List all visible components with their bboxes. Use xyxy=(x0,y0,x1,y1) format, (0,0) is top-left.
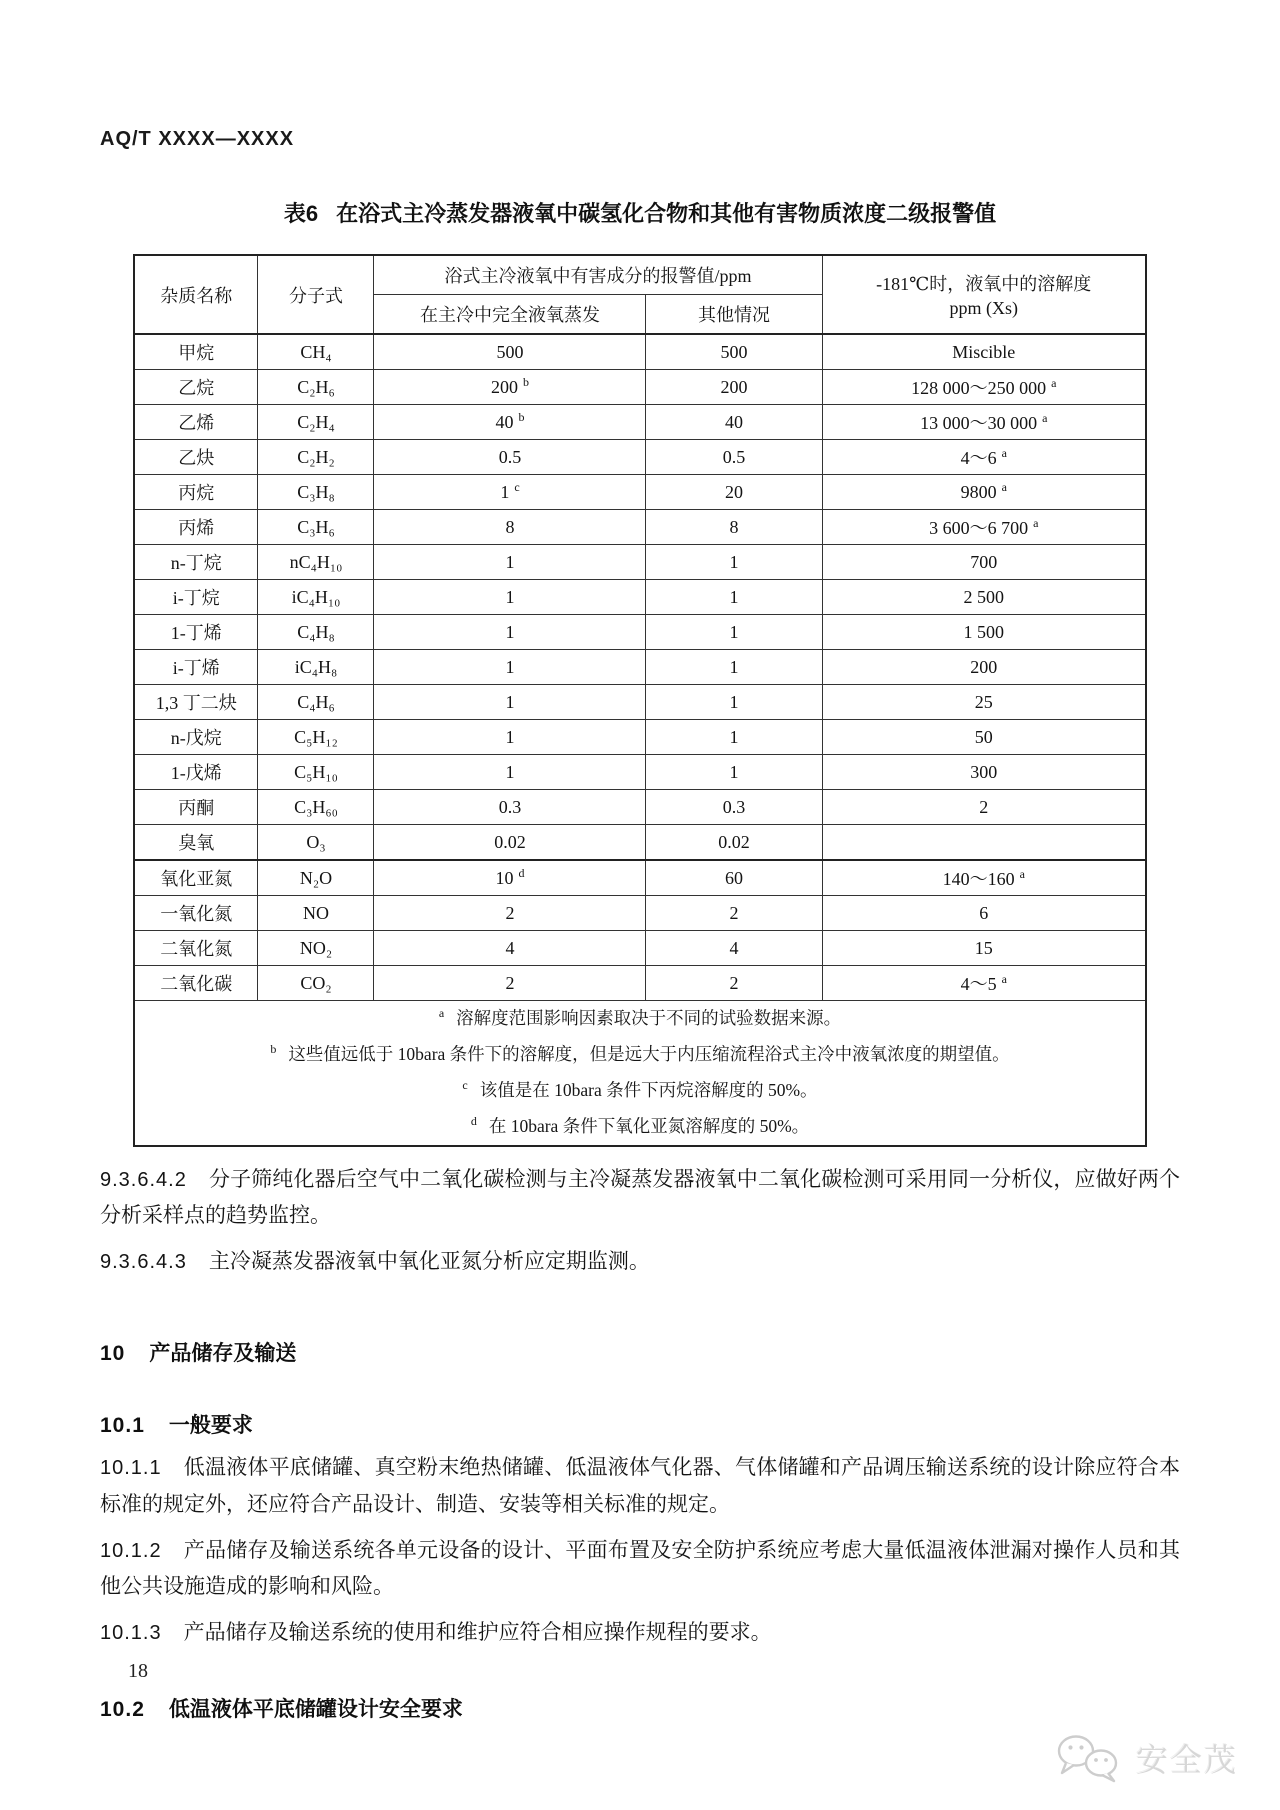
table-row xyxy=(134,510,1146,545)
header-alarm-full-evap: 在主冷中完全液氧蒸发 xyxy=(374,295,646,335)
cell-impurity-name: 乙烯 xyxy=(134,405,258,440)
header-solubility xyxy=(822,255,1146,334)
cell-alarm-full-evap: 1 xyxy=(374,720,646,755)
header-impurity: 杂质名称 xyxy=(134,255,258,334)
cell-solubility: 13 000～30 000 $^a$ xyxy=(822,405,1146,440)
footnote-list xyxy=(139,1001,1141,1145)
cell-alarm-full-evap: 0.3 xyxy=(374,790,646,825)
section-paragraph xyxy=(100,1614,1180,1650)
cell-formula: C₂H₂ xyxy=(258,440,374,475)
cell-impurity-name: 氧化亚氮 xyxy=(134,860,258,896)
cell-alarm-other: 0.5 xyxy=(646,440,822,475)
section-text: 产品储存及输送系统各单元设备的设计、平面布置及安全防护系统应考虑大量低温液体泄漏对操作人员和其他公共设施造成的影响和风险。 xyxy=(100,1537,1180,1599)
table-row xyxy=(134,475,1146,510)
section-text: 产品储存及输送系统的使用和维护应符合相应操作规程的要求。 xyxy=(183,1620,772,1645)
footnote-line: $^a$ 溶解度范围影响因素取决于不同的试验数据来源。 xyxy=(438,1006,842,1028)
cell-alarm-full-evap: 1 $^c$ xyxy=(374,475,646,510)
cell-alarm-full-evap: 1 xyxy=(374,580,646,615)
cell-alarm-full-evap: 1 xyxy=(374,615,646,650)
table-footnotes-cell xyxy=(134,1001,1146,1146)
footnote-line: $^c$ 该值是在 10bara 条件下丙烷溶解度的 50%。 xyxy=(462,1077,818,1100)
table-row xyxy=(134,685,1146,720)
table-row xyxy=(134,334,1146,370)
cell-alarm-other: 2 xyxy=(646,896,822,931)
table-title-text: 在浴式主冷蒸发器液氧中碳氢化合物和其他有害物质浓度二级报警值 xyxy=(336,201,997,226)
cell-alarm-full-evap: 0.5 xyxy=(374,440,646,475)
table-row xyxy=(134,580,1146,615)
cell-solubility: 1 500 xyxy=(822,615,1146,650)
cell-solubility: 4～5 $^a$ xyxy=(822,966,1146,1001)
cell-alarm-other: 500 xyxy=(646,334,822,370)
cell-impurity-name: 丙烯 xyxy=(134,510,258,545)
cell-impurity-name: i-丁烯 xyxy=(134,650,258,685)
section-number: 10.1.2 xyxy=(100,1539,162,1562)
cell-solubility: 6 xyxy=(822,896,1146,931)
header-formula: 分子式 xyxy=(258,255,374,334)
header-solubility-line2: ppm (Xs) xyxy=(949,298,1018,318)
table-row xyxy=(134,790,1146,825)
cell-alarm-full-evap: 8 xyxy=(374,510,646,545)
cell-formula: C₄H₆ xyxy=(258,685,374,720)
cell-alarm-full-evap: 4 xyxy=(374,931,646,966)
cell-solubility: 25 xyxy=(822,685,1146,720)
cell-alarm-other: 2 xyxy=(646,966,822,1001)
section-paragraph xyxy=(100,1161,1180,1234)
cell-alarm-other: 1 xyxy=(646,720,822,755)
cell-alarm-other: 200 xyxy=(646,370,822,405)
cell-formula: C₄H₈ xyxy=(258,615,374,650)
cell-alarm-full-evap: 500 xyxy=(374,334,646,370)
cell-alarm-other: 4 xyxy=(646,931,822,966)
cell-formula: CO₂ xyxy=(258,966,374,1001)
cell-alarm-other: 1 xyxy=(646,755,822,790)
body-sections xyxy=(100,1161,1180,1723)
cell-alarm-full-evap: 0.02 xyxy=(374,825,646,861)
table-row xyxy=(134,440,1146,475)
table-row xyxy=(134,405,1146,440)
section-text: 低温液体平底储罐、真空粉末绝热储罐、低温液体气化器、气体储罐和产品调压输送系统的设计除应符合本标准的规定外，还应符合产品设计、制造、安装等相关标准的规定。 xyxy=(100,1455,1180,1516)
table-header xyxy=(134,255,1146,334)
table-row xyxy=(134,825,1146,861)
cell-formula: C₂H₆ xyxy=(258,370,374,405)
table-row xyxy=(134,896,1146,931)
header-alarm-other: 其他情况 xyxy=(646,295,822,335)
table-label: 表6 xyxy=(283,201,319,226)
cell-impurity-name: 一氧化氮 xyxy=(134,896,258,931)
cell-impurity-name: 1-丁烯 xyxy=(134,615,258,650)
cell-formula: C₅H₁₀ xyxy=(258,755,374,790)
table-row xyxy=(134,966,1146,1001)
cell-solubility xyxy=(822,825,1146,861)
section-paragraph xyxy=(100,1409,1180,1439)
table-row xyxy=(134,860,1146,896)
alarm-values-table xyxy=(133,254,1147,1147)
table-row xyxy=(134,755,1146,790)
table-row xyxy=(134,650,1146,685)
cell-alarm-full-evap: 1 xyxy=(374,685,646,720)
footnote-line: $^d$ 在 10bara 条件下氧化亚氮溶解度的 50%。 xyxy=(470,1113,810,1136)
section-number: 10.1 xyxy=(100,1414,145,1438)
section-number: 10.2 xyxy=(100,1697,145,1721)
cell-solubility: 140～160 $^a$ xyxy=(822,860,1146,896)
cell-alarm-other: 0.02 xyxy=(646,825,822,861)
cell-alarm-other: 1 xyxy=(646,545,822,580)
cell-impurity-name: 二氧化碳 xyxy=(134,966,258,1001)
header-alarm-group: 浴式主冷液氧中有害成分的报警值/ppm xyxy=(374,255,822,295)
cell-formula: NO₂ xyxy=(258,931,374,966)
cell-formula: CH₄ xyxy=(258,334,374,370)
cell-alarm-full-evap: 40 $^b$ xyxy=(374,405,646,440)
section-number: 9.3.6.4.3 xyxy=(100,1251,187,1273)
cell-impurity-name: 乙烷 xyxy=(134,370,258,405)
cell-alarm-other: 0.3 xyxy=(646,790,822,825)
cell-alarm-other: 60 xyxy=(646,860,822,896)
cell-solubility: 3 600～6 700 $^a$ xyxy=(822,510,1146,545)
cell-formula: C₃H₈ xyxy=(258,475,374,510)
cell-alarm-full-evap: 2 xyxy=(374,966,646,1001)
cell-impurity-name: 甲烷 xyxy=(134,334,258,370)
cell-solubility: Miscible xyxy=(822,334,1146,370)
cell-alarm-other: 8 xyxy=(646,510,822,545)
cell-impurity-name: 1-戊烯 xyxy=(134,755,258,790)
table-caption xyxy=(100,197,1180,228)
table-body xyxy=(134,334,1146,1001)
table-row xyxy=(134,720,1146,755)
cell-alarm-other: 40 xyxy=(646,405,822,440)
cell-solubility: 15 xyxy=(822,931,1146,966)
cell-alarm-full-evap: 10 $^d$ xyxy=(374,860,646,896)
cell-impurity-name: 臭氧 xyxy=(134,825,258,861)
table-row xyxy=(134,931,1146,966)
cell-alarm-other: 1 xyxy=(646,650,822,685)
cell-alarm-full-evap: 1 xyxy=(374,545,646,580)
cell-impurity-name: 丙酮 xyxy=(134,790,258,825)
cell-formula: nC₄H₁₀ xyxy=(258,545,374,580)
cell-solubility: 200 xyxy=(822,650,1146,685)
section-text: 分子筛纯化器后空气中二氧化碳检测与主冷凝蒸发器液氧中二氧化碳检测可采用同一分析仪，应做好两个分析采样点的趋势监控。 xyxy=(100,1166,1180,1227)
cell-alarm-full-evap: 1 xyxy=(374,650,646,685)
header-solubility-line1: -181℃时，液氧中的溶解度 xyxy=(876,274,1092,294)
cell-formula: iC₄H₁₀ xyxy=(258,580,374,615)
cell-formula: NO xyxy=(258,896,374,931)
cell-formula: O₃ xyxy=(258,825,374,861)
cell-impurity-name: 1,3 丁二炔 xyxy=(134,685,258,720)
watermark xyxy=(1054,1732,1238,1784)
cell-alarm-full-evap: 2 xyxy=(374,896,646,931)
cell-formula: C₃H₆ xyxy=(258,510,374,545)
cell-impurity-name: n-丁烷 xyxy=(134,545,258,580)
section-paragraph xyxy=(100,1449,1180,1522)
cell-formula: C₂H₄ xyxy=(258,405,374,440)
section-number: 9.3.6.4.2 xyxy=(100,1168,187,1191)
cell-solubility: 128 000～250 000 $^a$ xyxy=(822,370,1146,405)
section-text: 主冷凝蒸发器液氧中氧化亚氮分析应定期监测。 xyxy=(208,1249,650,1273)
cell-solubility: 50 xyxy=(822,720,1146,755)
chat-bubbles-icon xyxy=(1054,1732,1126,1784)
section-paragraph xyxy=(100,1693,1180,1723)
cell-impurity-name: 二氧化氮 xyxy=(134,931,258,966)
cell-solubility: 4～6 $^a$ xyxy=(822,440,1146,475)
cell-formula: C₅H₁₂ xyxy=(258,720,374,755)
page-number: 18 xyxy=(128,1660,148,1682)
cell-solubility: 2 500 xyxy=(822,580,1146,615)
cell-alarm-other: 1 xyxy=(646,615,822,650)
cell-impurity-name: 乙炔 xyxy=(134,440,258,475)
cell-formula: iC₄H₈ xyxy=(258,650,374,685)
footnote-line: $^b$ 这些值远低于 10bara 条件下的溶解度，但是远大于内压缩流程浴式主冷中液氧浓度的期望值。 xyxy=(270,1042,1010,1064)
cell-alarm-full-evap: 1 xyxy=(374,755,646,790)
cell-formula: C₃H₆₀ xyxy=(258,790,374,825)
cell-solubility: 700 xyxy=(822,545,1146,580)
cell-alarm-other: 1 xyxy=(646,580,822,615)
cell-impurity-name: 丙烷 xyxy=(134,475,258,510)
section-number: 10.1.3 xyxy=(100,1622,162,1645)
table-row xyxy=(134,615,1146,650)
cell-impurity-name: i-丁烷 xyxy=(134,580,258,615)
section-text: 一般要求 xyxy=(168,1414,253,1438)
cell-alarm-other: 1 xyxy=(646,685,822,720)
standard-code: AQ/T XXXX—XXXX xyxy=(100,128,295,150)
table-row xyxy=(134,370,1146,405)
section-paragraph xyxy=(100,1243,1180,1279)
section-text: 低温液体平底储罐设计安全要求 xyxy=(168,1697,463,1721)
cell-formula: N₂O xyxy=(258,860,374,896)
table-row xyxy=(134,545,1146,580)
cell-solubility: 2 xyxy=(822,790,1146,825)
cell-solubility: 300 xyxy=(822,755,1146,790)
section-paragraph xyxy=(100,1337,1180,1367)
section-number: 10 xyxy=(100,1342,126,1366)
cell-alarm-other: 20 xyxy=(646,475,822,510)
cell-alarm-full-evap: 200 $^b$ xyxy=(374,370,646,405)
section-paragraph xyxy=(100,1532,1180,1605)
cell-solubility: 9800 $^a$ xyxy=(822,475,1146,510)
section-number: 10.1.1 xyxy=(100,1457,162,1480)
cell-impurity-name: n-戊烷 xyxy=(134,720,258,755)
watermark-text: 安全茂 xyxy=(1135,1742,1238,1778)
section-text: 产品储存及输送 xyxy=(149,1342,297,1366)
